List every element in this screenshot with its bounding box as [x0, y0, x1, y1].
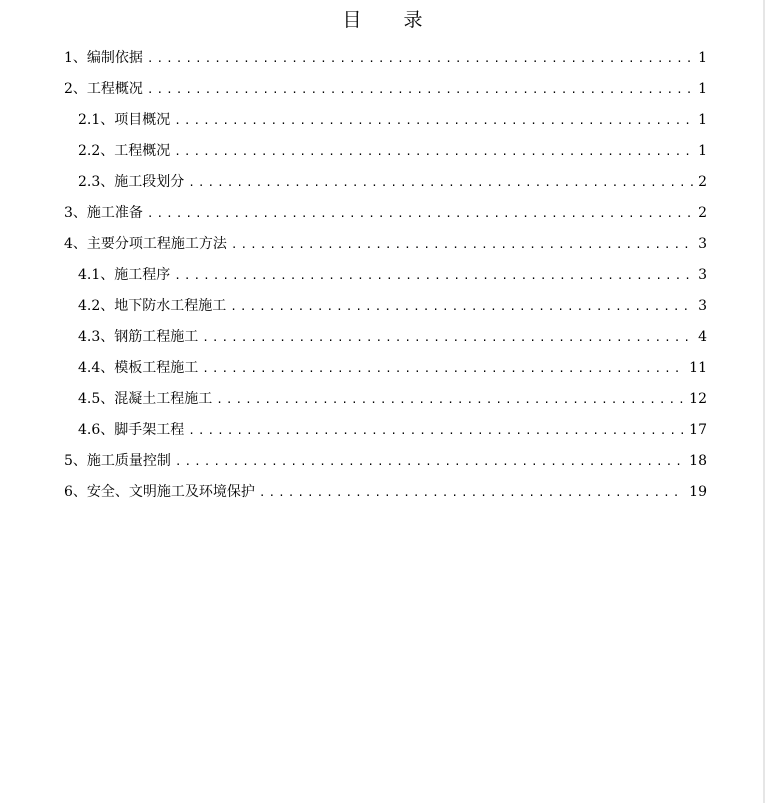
toc-entry-2-3[interactable] [78, 167, 707, 198]
toc-leader-dots [174, 260, 693, 291]
toc-page-number: 1 [698, 50, 707, 66]
toc-leader-dots [174, 136, 693, 167]
toc-entry-label: 2.1、项目概况 [78, 112, 171, 128]
toc-page-number: 1 [698, 143, 707, 159]
toc-leader-dots [147, 43, 693, 74]
toc-leader-dots [175, 446, 685, 477]
toc-entry-label: 2.2、工程概况 [78, 143, 171, 159]
toc-entry-3[interactable] [64, 198, 707, 229]
toc-entry-label: 5、施工质量控制 [64, 453, 171, 469]
toc-entry-4-1[interactable] [78, 260, 707, 291]
toc-leader-dots [147, 74, 693, 105]
toc-leader-dots [230, 291, 693, 322]
toc-leader-dots [188, 167, 693, 198]
toc-page-number: 11 [689, 360, 707, 376]
toc-leader-dots [259, 477, 685, 508]
toc-leader-dots [188, 415, 685, 446]
toc-entry-2[interactable] [64, 74, 707, 105]
toc-entry-label: 4、主要分项工程施工方法 [64, 236, 227, 252]
toc-entry-label: 3、施工准备 [64, 205, 143, 221]
toc-leader-dots [147, 198, 693, 229]
toc-entry-4-6[interactable] [78, 415, 707, 446]
toc-entry-label: 4.5、混凝土工程施工 [78, 391, 213, 407]
toc-leader-dots [202, 353, 685, 384]
toc-leader-dots [174, 105, 693, 136]
toc-leader-dots [202, 322, 693, 353]
toc-entry-6[interactable] [64, 477, 707, 508]
toc-entry-4-4[interactable] [78, 353, 707, 384]
toc-page-number: 4 [698, 329, 707, 345]
toc-page-number: 17 [689, 422, 707, 438]
toc-page-number: 2 [698, 174, 707, 190]
toc-entry-label: 4.2、地下防水工程施工 [78, 298, 227, 314]
toc-entry-4[interactable] [64, 229, 707, 260]
toc-title: 目 录 [342, 9, 441, 31]
toc-leader-dots [216, 384, 685, 415]
toc-entry-4-2[interactable] [78, 291, 707, 322]
toc-entry-label: 4.4、模板工程施工 [78, 360, 199, 376]
toc-entry-2-2[interactable] [78, 136, 707, 167]
toc-entry-2-1[interactable] [78, 105, 707, 136]
toc-page-number: 3 [698, 298, 707, 314]
toc-entry-4-5[interactable] [78, 384, 707, 415]
toc-entry-4-3[interactable] [78, 322, 707, 353]
toc-entry-label: 2、工程概况 [64, 81, 143, 97]
toc-page-number: 19 [689, 484, 707, 500]
toc-page-number: 1 [698, 112, 707, 128]
toc-page-number: 3 [698, 236, 707, 252]
toc-page-number: 12 [689, 391, 707, 407]
toc-entry-label: 1、编制依据 [64, 50, 143, 66]
toc-entry-label: 6、安全、文明施工及环境保护 [64, 484, 255, 500]
toc-entry-label: 2.3、施工段划分 [78, 174, 185, 190]
toc-entry-label: 4.1、施工程序 [78, 267, 171, 283]
toc-entry-1[interactable] [64, 43, 707, 74]
toc-entry-label: 4.6、脚手架工程 [78, 422, 185, 438]
toc-page-number: 3 [698, 267, 707, 283]
toc-entry-label: 4.3、钢筋工程施工 [78, 329, 199, 345]
toc-entry-5[interactable] [64, 446, 707, 477]
toc-leader-dots [231, 229, 693, 260]
toc-page-number: 18 [689, 453, 707, 469]
toc-page-number: 2 [698, 205, 707, 221]
toc-page-number: 1 [698, 81, 707, 97]
